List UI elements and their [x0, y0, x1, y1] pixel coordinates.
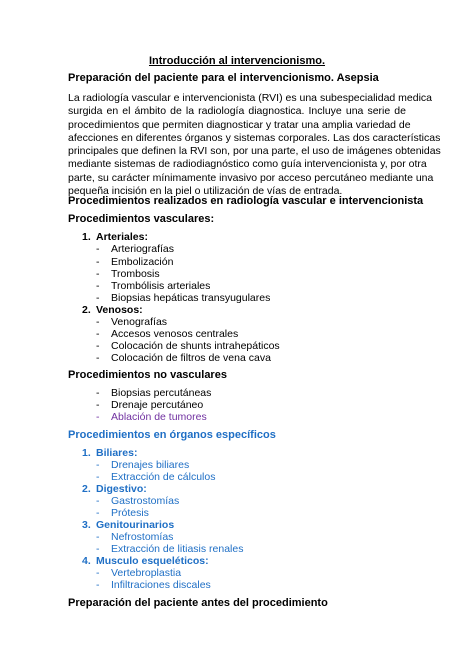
numbered-item-digestivo: 2. Digestivo:: [82, 483, 147, 495]
section-heading-preparacion: Preparación del paciente para el intervencionismo. Asepsia: [68, 72, 379, 84]
paragraph-line: principales que definen la RVI son, por una parte, el uso de imágenes obtenidas: [68, 145, 441, 158]
paragraph-line: mediante sistemas de radiodiagnóstico como guía intervencionista y, por otra: [68, 158, 427, 171]
paragraph-line: surgida en el ámbito de la radiología diagnostica. Incluye una serie de: [68, 105, 406, 118]
paragraph-line: procedimientos que permiten diagnosticar y tratar una amplia variedad de: [68, 118, 411, 131]
intro-paragraph: [68, 92, 441, 198]
numbered-item-biliares: 1. Biliares:: [82, 447, 138, 459]
document-page: Introducción al intervencionismo. Preparación del paciente para el intervencionismo. Asepsia La radiología vascular e intervencionista (RVI) es una subespecialidad medica surgida en el ámbito de la radiología diagnostica. Incluye una serie de procedimientos que permiten diagnosticar y tratar una amplia variedad de afecciones en diferentes órganos y sistemas corporales. Las dos características principales que definen la RVI son, por una parte, el uso de imágenes obtenidas mediante sistemas de radiodiagnóstico como guía intervencionista y, por otra parte, su carácter mínimamente invasivo por acceso percutáneo mediante una pequeña incisión en la piel o utilización de vías de entrada. Procedimientos realizados en radiología vascular e intervencionista Procedimientos vasculares: 1. Arteriales: - Arteriografías - Embolización - Trombosis - Trombólisis arteriales - Biopsias hepáticas transyugulares 2. Venosos: - Venografías - Accesos venosos centrales - Colocación de shunts intrahepáticos - Colocación de filtros de vena cava Procedimientos no vasculares - Biopsias percutáneas - Drenaje percutáneo - Ablación de tumores Procedimientos en órganos específicos 1. Biliares: - Drenajes biliares - Extracción de cálculos 2. Digestivo: - Gastrostomías - Prótesis 3. Genitourinarios - Nefrostomías - Extracción de litiasis renales 4. Musculo esqueléticos: - Vertebroplastia - Infiltraciones discales Preparación del paciente antes del procedimiento: [0, 0, 474, 670]
heading-no-vasculares: Procedimientos no vasculares: [68, 369, 227, 381]
heading-organos-especificos: Procedimientos en órganos específicos: [68, 429, 276, 441]
numbered-item-arteriales: 1. Arteriales:: [82, 231, 148, 243]
paragraph-line: La radiología vascular e intervencionista (RVI) es una subespecialidad medica: [68, 92, 433, 104]
paragraph-line: pequeña incisión en la piel o utilización de vías de entrada.: [68, 185, 343, 198]
document-title: Introducción al intervencionismo.: [148, 55, 326, 67]
paragraph-line: afecciones en diferentes órganos y sistemas corporales. Las dos características: [68, 131, 441, 144]
section-heading-antes-procedimiento: Preparación del paciente antes del procedimiento: [68, 597, 328, 609]
paragraph-line: parte, su carácter mínimamente invasivo por acceso percutáneo mediante una: [68, 171, 434, 184]
numbered-item-genitourinarios: 3. Genitourinarios: [82, 519, 175, 531]
numbered-item-musculo-esqueleticos: 4. Musculo esqueléticos:: [82, 555, 209, 567]
heading-vasculares: Procedimientos vasculares:: [68, 213, 215, 225]
section-heading-procedimientos: Procedimientos realizados en radiología vascular e intervencionista: [68, 195, 424, 207]
numbered-item-venosos: 2. Venosos:: [82, 304, 143, 316]
